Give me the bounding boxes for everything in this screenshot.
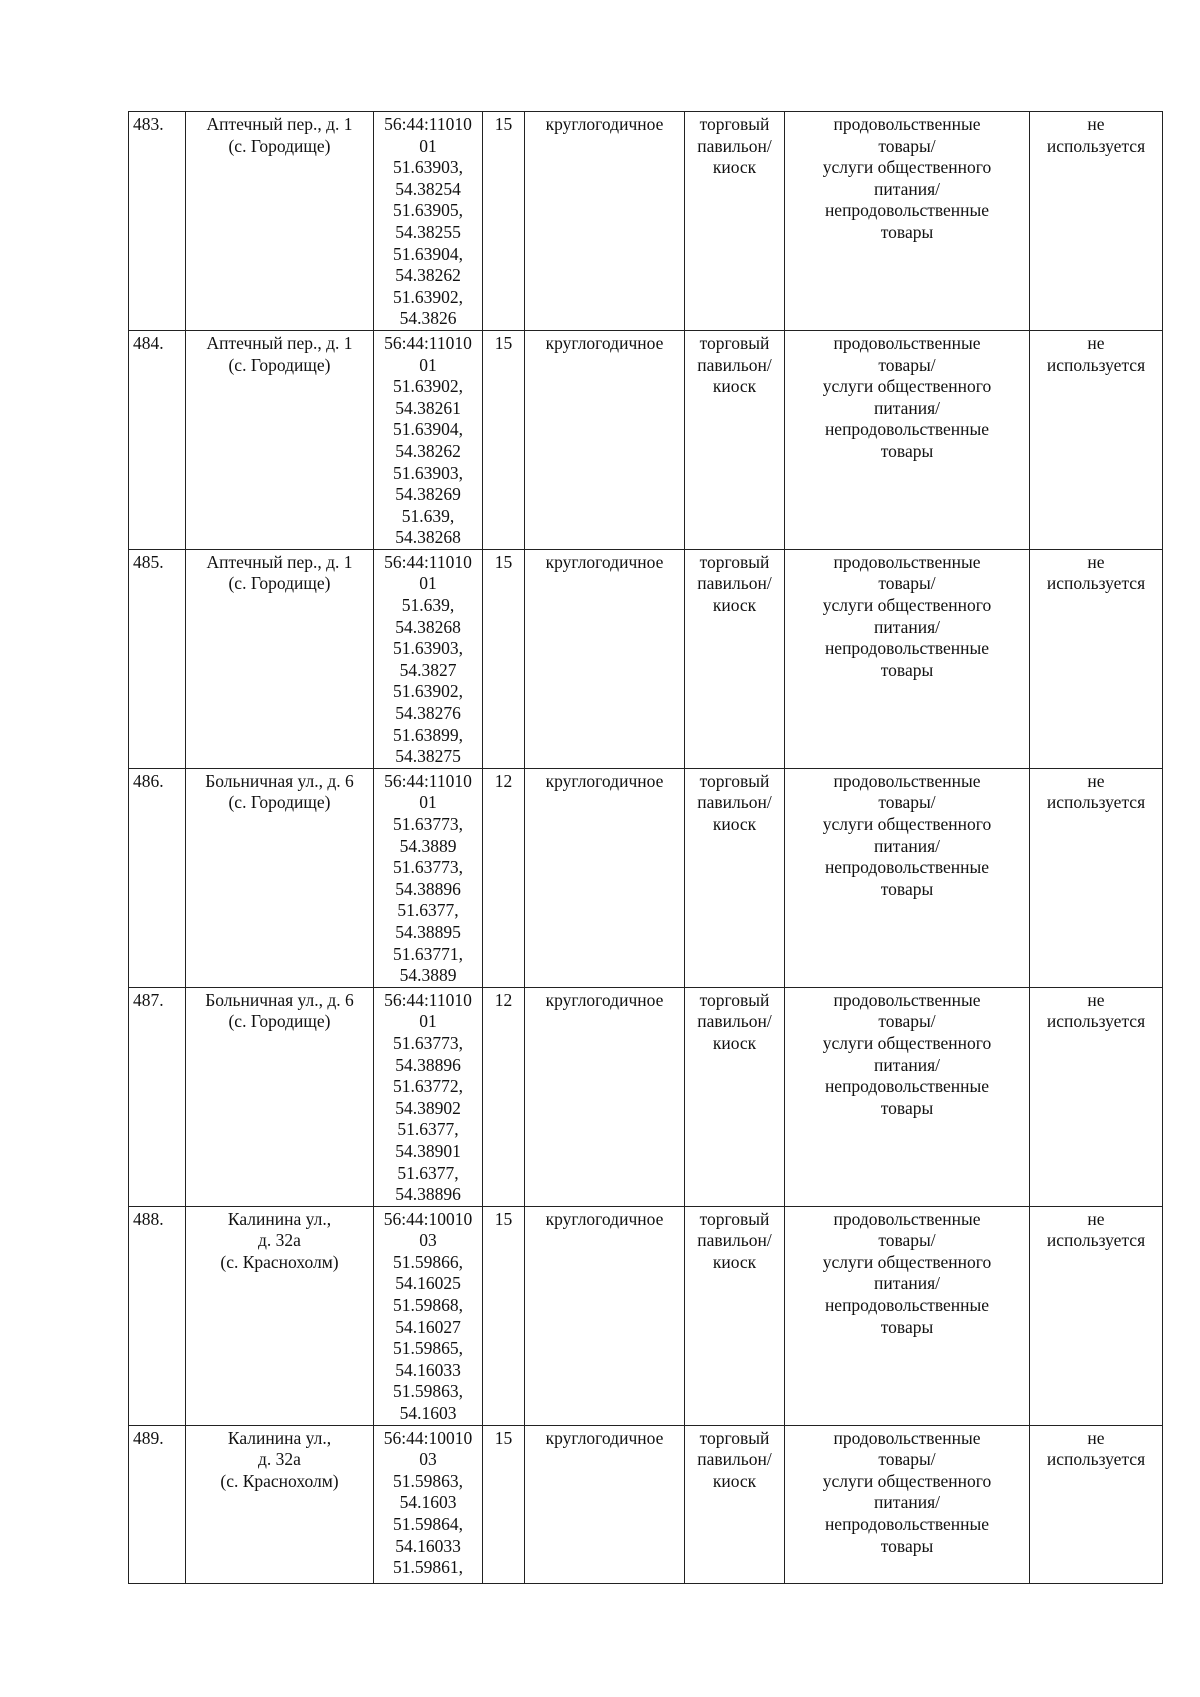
cell-text-line: питания/ bbox=[873, 178, 940, 199]
cell-text-line: 01 bbox=[419, 135, 437, 156]
cadastre-coordinates-cell bbox=[374, 112, 483, 331]
area-cell bbox=[483, 987, 525, 1206]
cell-text-line: товары/ bbox=[878, 1011, 936, 1032]
address-cell bbox=[186, 330, 374, 549]
cell-text-line: 01 bbox=[419, 573, 437, 594]
cell-text-line: 54.38254 bbox=[395, 178, 461, 199]
cell-text-line: круглогодичное bbox=[545, 989, 664, 1010]
cell-text-line: 489. bbox=[133, 1427, 164, 1448]
cell-text-line: 51.63772, bbox=[393, 1076, 463, 1097]
cell-text-line: товары bbox=[880, 659, 934, 680]
cadastre-coordinates-cell bbox=[374, 768, 483, 987]
cell-text-line: 56:44:10010 bbox=[383, 1208, 473, 1229]
cell-text-line: используется bbox=[1046, 573, 1146, 594]
cell-text-line: товары/ bbox=[878, 354, 936, 375]
operation-period-cell bbox=[525, 987, 685, 1206]
cell-text-line: 54.38902 bbox=[395, 1097, 461, 1118]
usage-status-cell bbox=[1030, 1425, 1163, 1583]
cell-text-line: услуги общественного bbox=[822, 157, 992, 178]
cell-text-line: используется bbox=[1046, 354, 1146, 375]
cadastre-coordinates-cell bbox=[374, 1206, 483, 1425]
cell-text-line: 03 bbox=[419, 1230, 437, 1251]
cell-text-line: используется bbox=[1046, 1230, 1146, 1251]
cell-text-line: 15 bbox=[494, 1427, 513, 1448]
cell-text-line: Аптечный пер., д. 1 bbox=[206, 551, 353, 572]
cell-text-line: 51.63902, bbox=[393, 376, 463, 397]
cell-text-line: 51.639, bbox=[401, 505, 455, 526]
cell-text-line: торговый bbox=[699, 1208, 770, 1229]
object-type-cell bbox=[685, 112, 785, 331]
specialization-cell bbox=[785, 987, 1030, 1206]
cell-text-line: круглогодичное bbox=[545, 1427, 664, 1448]
specialization-cell bbox=[785, 549, 1030, 768]
cell-text-line: товары/ bbox=[878, 792, 936, 813]
specialization-cell bbox=[785, 768, 1030, 987]
cell-text-line: 51.6377, bbox=[397, 900, 459, 921]
row-number-cell bbox=[129, 549, 186, 768]
cell-text-line: 51.63904, bbox=[393, 243, 463, 264]
cell-text-line: 51.59864, bbox=[393, 1514, 463, 1534]
cell-text-line: круглогодичное bbox=[545, 114, 664, 134]
cell-text-line: 54.38268 bbox=[395, 616, 461, 637]
cell-text-line: 54.16033 bbox=[395, 1359, 461, 1380]
cell-text-line: 51.6377, bbox=[397, 1119, 459, 1140]
cell-text-line: продовольственные bbox=[833, 114, 981, 134]
cell-text-line: (с. Краснохолм) bbox=[220, 1470, 339, 1491]
cell-text-line: 54.38261 bbox=[395, 397, 461, 418]
cell-text-line: непродовольственные bbox=[824, 419, 990, 440]
cell-text-line: 51.63904, bbox=[393, 419, 463, 440]
area-cell bbox=[483, 1425, 525, 1583]
cell-text-line: 54.38268 bbox=[395, 527, 461, 548]
cell-text-line: круглогодичное bbox=[545, 332, 664, 353]
cell-text-line: продовольственные bbox=[833, 1208, 981, 1229]
cell-text-line: продовольственные bbox=[833, 1427, 981, 1448]
cell-text-line: 51.59865, bbox=[393, 1338, 463, 1359]
cell-text-line: 54.3827 bbox=[399, 659, 457, 680]
cell-text-line: 01 bbox=[419, 792, 437, 813]
cell-text-line: (с. Городище) bbox=[228, 573, 331, 594]
cell-text-line: (с. Городище) bbox=[228, 1011, 331, 1032]
cell-text-line: не bbox=[1087, 1208, 1105, 1229]
area-cell bbox=[483, 768, 525, 987]
cell-text-line: 03 bbox=[419, 1449, 437, 1470]
object-type-cell bbox=[685, 987, 785, 1206]
cell-text-line: 51.63903, bbox=[393, 157, 463, 178]
operation-period-cell bbox=[525, 768, 685, 987]
usage-status-cell bbox=[1030, 330, 1163, 549]
usage-status-cell bbox=[1030, 768, 1163, 987]
area-cell bbox=[483, 330, 525, 549]
cell-text-line: питания/ bbox=[873, 835, 940, 856]
cell-text-line: продовольственные bbox=[833, 989, 981, 1010]
cell-text-line: 51.6377, bbox=[397, 1162, 459, 1183]
cell-text-line: непродовольственные bbox=[824, 638, 990, 659]
usage-status-cell bbox=[1030, 1206, 1163, 1425]
cell-text-line: киоск bbox=[712, 376, 757, 397]
cell-text-line: 15 bbox=[494, 332, 513, 353]
cell-text-line: используется bbox=[1046, 1449, 1146, 1470]
cell-text-line: используется bbox=[1046, 792, 1146, 813]
cell-text-line: 54.1603 bbox=[399, 1492, 457, 1513]
cell-text-line: 54.38255 bbox=[395, 221, 461, 242]
cell-text-line: киоск bbox=[712, 1251, 757, 1272]
cell-text-line: д. 32а bbox=[258, 1230, 301, 1251]
cell-text-line: 15 bbox=[494, 551, 513, 572]
cell-text-line: 54.16027 bbox=[395, 1316, 461, 1337]
cell-text-line: Аптечный пер., д. 1 bbox=[206, 332, 353, 353]
cell-text-line: 51.63903, bbox=[393, 462, 463, 483]
cell-text-line: 54.38262 bbox=[395, 440, 461, 461]
cell-text-line: продовольственные bbox=[833, 332, 981, 353]
cell-text-line: не bbox=[1087, 332, 1105, 353]
cell-text-line: 488. bbox=[133, 1208, 164, 1229]
cell-text-line: 485. bbox=[133, 551, 164, 572]
cell-text-line: павильон/ bbox=[697, 135, 772, 156]
row-number-cell bbox=[129, 1425, 186, 1583]
area-cell bbox=[483, 1206, 525, 1425]
cell-text-line: киоск bbox=[712, 595, 757, 616]
cell-text-line: 01 bbox=[419, 1011, 437, 1032]
cadastre-coordinates-cell bbox=[374, 549, 483, 768]
cell-text-line: 56:44:11010 bbox=[384, 114, 472, 134]
row-number-cell bbox=[129, 768, 186, 987]
cell-text-line: киоск bbox=[712, 1032, 757, 1053]
cell-text-line: 51.63899, bbox=[393, 724, 463, 745]
cell-text-line: 51.59863, bbox=[393, 1381, 463, 1402]
usage-status-cell bbox=[1030, 987, 1163, 1206]
cell-text-line: услуги общественного bbox=[822, 1251, 992, 1272]
cell-text-line: торговый bbox=[699, 989, 770, 1010]
cell-text-line: торговый bbox=[699, 114, 770, 134]
address-cell bbox=[186, 112, 374, 331]
cell-text-line: павильон/ bbox=[697, 1449, 772, 1470]
cell-text-line: (с. Городище) bbox=[228, 792, 331, 813]
cell-text-line: круглогодичное bbox=[545, 551, 664, 572]
cell-text-line: услуги общественного bbox=[822, 1470, 992, 1491]
cadastre-coordinates-cell bbox=[374, 1425, 483, 1583]
cell-text-line: 54.3889 bbox=[399, 835, 457, 856]
cell-text-line: (с. Городище) bbox=[228, 354, 331, 375]
cell-text-line: 51.59861, bbox=[393, 1557, 463, 1578]
row-number-cell bbox=[129, 330, 186, 549]
cell-text-line: не bbox=[1087, 114, 1105, 134]
object-type-cell bbox=[685, 330, 785, 549]
cell-text-line: 56:44:11010 bbox=[384, 332, 472, 353]
cell-text-line: Аптечный пер., д. 1 bbox=[206, 114, 353, 134]
table-row bbox=[129, 1425, 1163, 1583]
cell-text-line: 01 bbox=[419, 354, 437, 375]
cell-text-line: 486. bbox=[133, 770, 164, 791]
cell-text-line: 487. bbox=[133, 989, 164, 1010]
cell-text-line: не bbox=[1087, 1427, 1105, 1448]
table-row bbox=[129, 549, 1163, 768]
cell-text-line: товары bbox=[880, 1097, 934, 1118]
row-number-cell bbox=[129, 987, 186, 1206]
cell-text-line: 56:44:11010 bbox=[384, 989, 472, 1010]
cell-text-line: непродовольственные bbox=[824, 1076, 990, 1097]
cell-text-line: 51.63773, bbox=[393, 857, 463, 878]
cell-text-line: услуги общественного bbox=[822, 814, 992, 834]
cell-text-line: 56:44:11010 bbox=[384, 551, 472, 572]
address-cell bbox=[186, 549, 374, 768]
address-cell bbox=[186, 987, 374, 1206]
cell-text-line: торговый bbox=[699, 551, 770, 572]
trade-locations-table bbox=[128, 111, 1163, 1584]
cell-text-line: павильон/ bbox=[697, 792, 772, 813]
cell-text-line: 15 bbox=[494, 1208, 513, 1229]
cell-text-line: услуги общественного bbox=[822, 376, 992, 397]
cell-text-line: непродовольственные bbox=[824, 1295, 990, 1316]
cell-text-line: товары/ bbox=[878, 1449, 936, 1470]
cell-text-line: питания/ bbox=[873, 1273, 940, 1294]
cell-text-line: товары bbox=[880, 1535, 934, 1556]
specialization-cell bbox=[785, 1425, 1030, 1583]
cell-text-line: павильон/ bbox=[697, 1230, 772, 1251]
cell-text-line: 51.63905, bbox=[393, 200, 463, 221]
cell-text-line: 51.63902, bbox=[393, 681, 463, 702]
object-type-cell bbox=[685, 549, 785, 768]
cell-text-line: 54.3826 bbox=[399, 308, 457, 329]
cell-text-line: (с. Краснохолм) bbox=[220, 1251, 339, 1272]
address-cell bbox=[186, 1425, 374, 1583]
cell-text-line: круглогодичное bbox=[545, 1208, 664, 1229]
cell-text-line: 483. bbox=[133, 114, 164, 134]
cell-text-line: непродовольственные bbox=[824, 857, 990, 878]
cell-text-line: 54.38901 bbox=[395, 1140, 461, 1161]
cell-text-line: киоск bbox=[712, 157, 757, 178]
cell-text-line: товары bbox=[880, 221, 934, 242]
operation-period-cell bbox=[525, 1206, 685, 1425]
cell-text-line: д. 32а bbox=[258, 1449, 301, 1470]
cell-text-line: 51.63903, bbox=[393, 638, 463, 659]
cell-text-line: не bbox=[1087, 551, 1105, 572]
cell-text-line: питания/ bbox=[873, 616, 940, 637]
cell-text-line: павильон/ bbox=[697, 354, 772, 375]
area-cell bbox=[483, 112, 525, 331]
cell-text-line: непродовольственные bbox=[824, 200, 990, 221]
cell-text-line: 51.63771, bbox=[393, 943, 463, 964]
cell-text-line: 56:44:11010 bbox=[384, 770, 472, 791]
cell-text-line: 54.1603 bbox=[399, 1403, 457, 1424]
cell-text-line: 54.38896 bbox=[395, 1054, 461, 1075]
cell-text-line: товары bbox=[880, 440, 934, 461]
row-number-cell bbox=[129, 112, 186, 331]
cell-text-line: 12 bbox=[494, 989, 513, 1010]
cell-text-line: используется bbox=[1046, 1011, 1146, 1032]
operation-period-cell bbox=[525, 330, 685, 549]
cell-text-line: круглогодичное bbox=[545, 770, 664, 791]
usage-status-cell bbox=[1030, 549, 1163, 768]
specialization-cell bbox=[785, 1206, 1030, 1425]
cell-text-line: торговый bbox=[699, 332, 770, 353]
object-type-cell bbox=[685, 1425, 785, 1583]
cell-text-line: 54.38895 bbox=[395, 921, 461, 942]
cell-text-line: товары bbox=[880, 1316, 934, 1337]
cell-text-line: товары/ bbox=[878, 573, 936, 594]
row-number-cell bbox=[129, 1206, 186, 1425]
cell-text-line: 51.639, bbox=[401, 595, 455, 616]
cell-text-line: торговый bbox=[699, 1427, 770, 1448]
specialization-cell bbox=[785, 330, 1030, 549]
cell-text-line: 54.38896 bbox=[395, 1184, 461, 1205]
cell-text-line: 51.59863, bbox=[393, 1470, 463, 1491]
cell-text-line: 51.63773, bbox=[393, 814, 463, 834]
cell-text-line: 484. bbox=[133, 332, 164, 353]
operation-period-cell bbox=[525, 1425, 685, 1583]
cell-text-line: непродовольственные bbox=[824, 1514, 990, 1534]
table-body bbox=[129, 112, 1163, 1584]
cell-text-line: 15 bbox=[494, 114, 513, 134]
address-cell bbox=[186, 1206, 374, 1425]
object-type-cell bbox=[685, 768, 785, 987]
cell-text-line: услуги общественного bbox=[822, 1032, 992, 1053]
cell-text-line: павильон/ bbox=[697, 573, 772, 594]
operation-period-cell bbox=[525, 112, 685, 331]
cell-text-line: товары/ bbox=[878, 1230, 936, 1251]
cell-text-line: товары/ bbox=[878, 135, 936, 156]
cell-text-line: 54.38896 bbox=[395, 878, 461, 899]
cell-text-line: товары bbox=[880, 878, 934, 899]
cell-text-line: 56:44:10010 bbox=[383, 1427, 473, 1448]
cell-text-line: киоск bbox=[712, 814, 757, 834]
cell-text-line: продовольственные bbox=[833, 551, 981, 572]
cell-text-line: 51.63773, bbox=[393, 1032, 463, 1053]
object-type-cell bbox=[685, 1206, 785, 1425]
specialization-cell bbox=[785, 112, 1030, 331]
cell-text-line: Больничная ул., д. 6 bbox=[205, 770, 354, 791]
cadastre-coordinates-cell bbox=[374, 330, 483, 549]
cell-text-line: продовольственные bbox=[833, 770, 981, 791]
cell-text-line: Больничная ул., д. 6 bbox=[205, 989, 354, 1010]
cell-text-line: 51.59866, bbox=[393, 1251, 463, 1272]
table-row bbox=[129, 1206, 1163, 1425]
cell-text-line: 54.3889 bbox=[399, 965, 457, 986]
table-row bbox=[129, 987, 1163, 1206]
address-cell bbox=[186, 768, 374, 987]
cell-text-line: торговый bbox=[699, 770, 770, 791]
cell-text-line: не bbox=[1087, 989, 1105, 1010]
cell-text-line: 51.63902, bbox=[393, 286, 463, 307]
cell-text-line: питания/ bbox=[873, 1492, 940, 1513]
cell-text-line: Калинина ул., bbox=[227, 1208, 332, 1229]
cell-text-line: 54.38262 bbox=[395, 265, 461, 286]
cell-text-line: (с. Городище) bbox=[228, 135, 331, 156]
cell-text-line: 54.16033 bbox=[395, 1535, 461, 1556]
cadastre-coordinates-cell bbox=[374, 987, 483, 1206]
cell-text-line: Калинина ул., bbox=[227, 1427, 332, 1448]
cell-text-line: киоск bbox=[712, 1470, 757, 1491]
cell-text-line: используется bbox=[1046, 135, 1146, 156]
cell-text-line: питания/ bbox=[873, 1054, 940, 1075]
table-row bbox=[129, 112, 1163, 331]
table-row bbox=[129, 768, 1163, 987]
usage-status-cell bbox=[1030, 112, 1163, 331]
cell-text-line: 54.38269 bbox=[395, 484, 461, 505]
table-row bbox=[129, 330, 1163, 549]
cell-text-line: 54.16025 bbox=[395, 1273, 461, 1294]
cell-text-line: услуги общественного bbox=[822, 595, 992, 616]
cell-text-line: питания/ bbox=[873, 397, 940, 418]
cell-text-line: 51.59868, bbox=[393, 1295, 463, 1316]
operation-period-cell bbox=[525, 549, 685, 768]
area-cell bbox=[483, 549, 525, 768]
cell-text-line: 12 bbox=[494, 770, 513, 791]
cell-text-line: павильон/ bbox=[697, 1011, 772, 1032]
cell-text-line: 54.38275 bbox=[395, 746, 461, 767]
cell-text-line: не bbox=[1087, 770, 1105, 791]
cell-text-line: 54.38276 bbox=[395, 703, 461, 724]
